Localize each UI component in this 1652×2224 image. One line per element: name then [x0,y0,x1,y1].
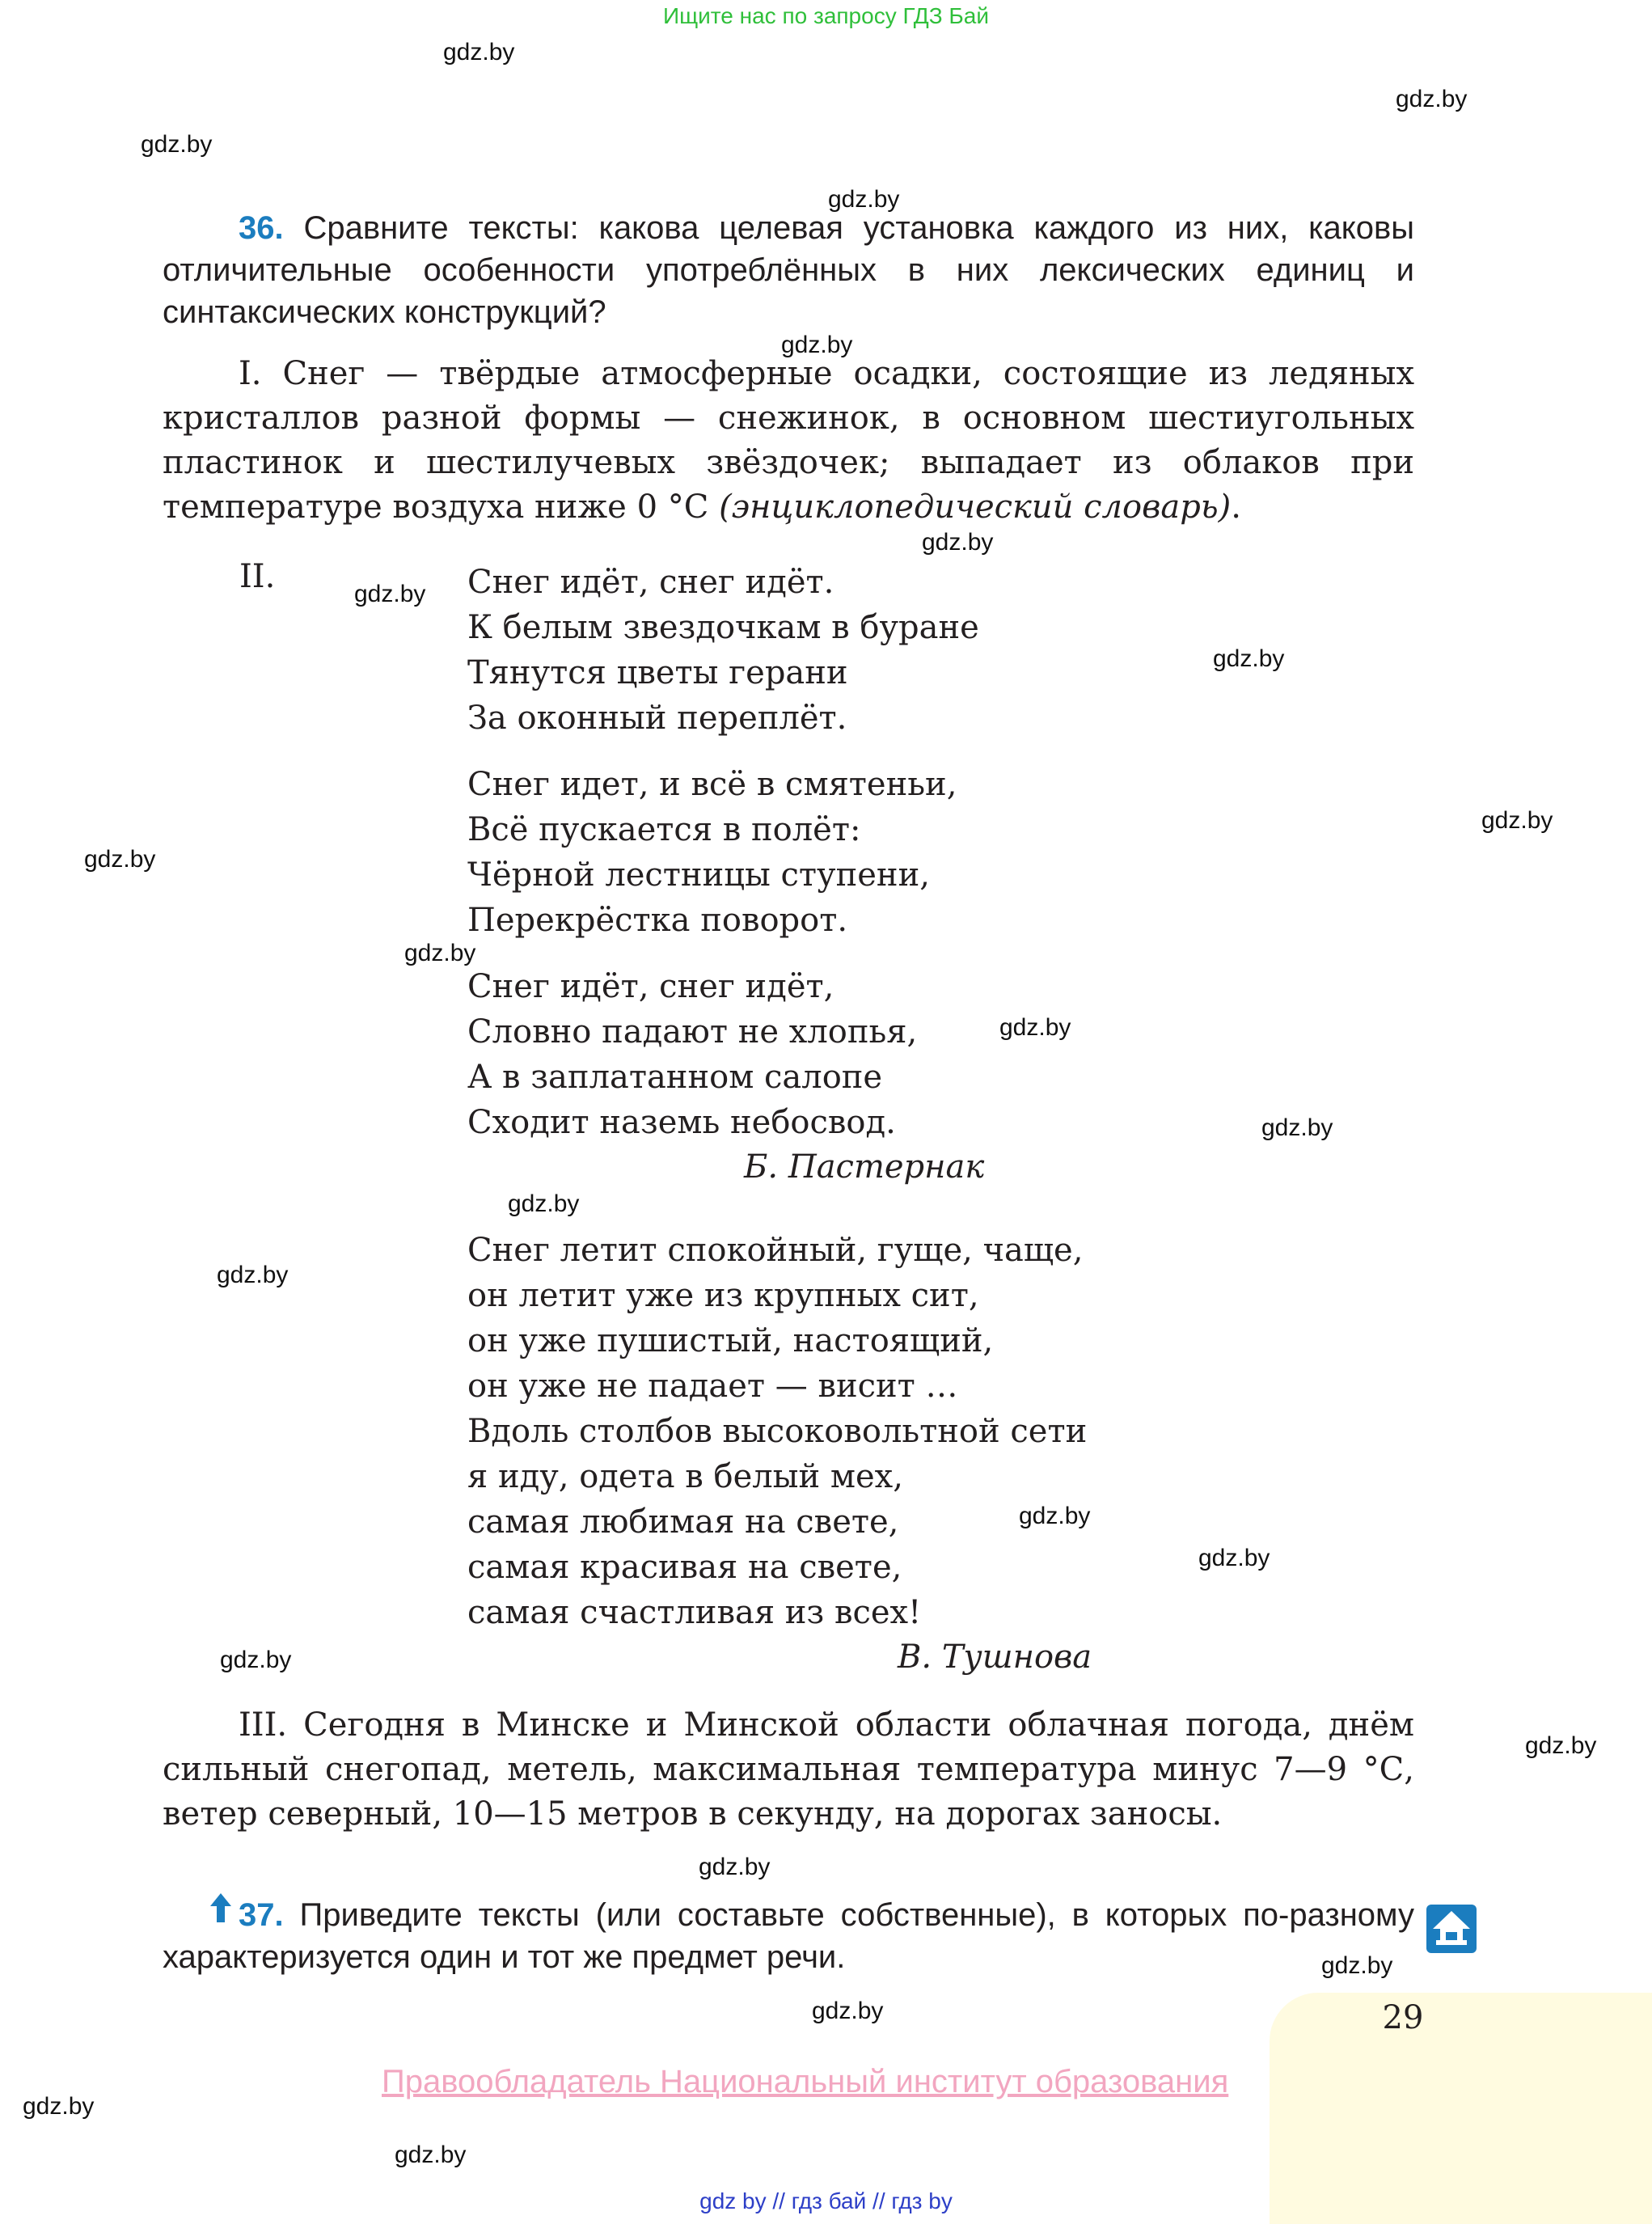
task-37 [163,1894,1414,1978]
search-banner: Ищите нас по запросу ГДЗ Бай [662,3,990,28]
watermark: gdz.by [699,1854,771,1880]
poem-line: Перекрёстка поворот. [467,902,848,939]
poem-line: Снег идёт, снег идёт, [467,968,834,1005]
watermark: gdz.by [812,1998,884,2024]
poem-stanza [467,1228,1087,1635]
watermark: gdz.by [220,1647,292,1673]
watermark: gdz.by [781,332,853,358]
watermark: gdz.by [404,940,476,966]
text-three [163,1703,1414,1837]
text-three-body: III. Сегодня в Минске и Минской области облачная погода, днём сильный снегопад, метель, максимальная температура минус 7—9 °С, ветер северный, 10—15 метров в секунду, на дорогах заносы. [163,1706,1414,1833]
watermark: gdz.by [922,529,994,556]
watermark: gdz.by [354,581,426,607]
text-one-source: (энциклопедический словарь) [719,488,1232,526]
text-one: I. Снег — твёрдые атмосферные осадки, состоящие из ледяных кристаллов разной формы — снежинок, в основном шестиугольных пластинок и шестилучевых звёздочек; выпадает из облаков при температуре воздуха ниже 0 °С (энциклопедический словарь). [163,355,1414,526]
watermark: gdz.by [23,2093,95,2120]
poem-line: Тянутся цветы герани [467,654,848,691]
poem-line: он летит уже из крупных сит, [467,1277,979,1314]
watermark: gdz.by [1261,1114,1333,1141]
poem-author: В. Тушнова [898,1638,1092,1676]
poem-line: Снег летит спокойный, гуще, чаще, [467,1232,1084,1269]
poem-line: я иду, одета в белый мех, [467,1458,903,1495]
text-two-label: II. [239,558,276,595]
watermark: gdz.by [828,186,900,213]
watermark: gdz.by [1525,1732,1597,1759]
poem-line: Снег идет, и всё в смятеньи, [467,766,957,803]
watermark: gdz.by [1481,807,1553,834]
text-one-body: I. Снег — твёрдые атмосферные осадки, состоящие из ледяных кристаллов разной формы — снежинок, в основном шестиугольных пластинок и шестилучевых звёздочек; выпадает из облаков при температуре воздуха ниже 0 °С [163,355,1414,526]
poem-line: Вдоль столбов высоковольтной сети [467,1413,1088,1450]
poem-line: самая счастливая из всех! [467,1594,922,1631]
watermark: gdz.by [1396,86,1468,112]
poem-stanza [467,964,917,1145]
watermark: gdz.by [84,846,156,873]
watermark: gdz.by [1321,1952,1393,1979]
poem-line: самая красивая на свете, [467,1549,902,1586]
watermark: gdz.by [1019,1503,1091,1529]
poem-line: он уже пушистый, настоящий, [467,1322,994,1359]
poem-line: Чёрной лестницы ступени, [467,856,930,894]
home-button[interactable] [1426,1905,1477,1953]
poem-line: За оконный переплёт. [467,700,847,737]
home-icon [1426,1905,1477,1953]
poem-line: он уже не падает — висит … [467,1368,958,1405]
copyright-link[interactable]: Правообладатель Национальный институт образования [382,2064,1229,2099]
watermark: gdz.by [508,1190,580,1217]
watermark: gdz.by [1213,645,1285,672]
footer-links[interactable]: gdz by // гдз бай // гдз by [699,2188,953,2213]
poem-line: Словно падают не хлопья, [467,1013,918,1051]
poem-author: Б. Пастернак [744,1148,985,1186]
page-number: 29 [1382,1999,1424,2036]
poem-line: А в заплатанном салопе [467,1059,883,1096]
task-text: Сравните тексты: какова целевая установка каждого из них, каковы отличительные особенности употреблённых в них лексических единиц и синтаксических конструкций? [163,210,1414,330]
poem-line: Всё пускается в полёт: [467,811,861,848]
watermark: gdz.by [999,1014,1071,1041]
watermark: gdz.by [217,1262,289,1288]
watermark: gdz.by [395,2142,467,2168]
task-36 [163,207,1414,333]
poem-line: Снег идёт, снег идёт. [467,564,834,601]
task-text: Приведите тексты (или составьте собственные), в которых по-разному характеризуется один и тот же предмет речи. [163,1897,1414,1975]
poem-line: К белым звездочкам в буране [467,609,979,646]
poem-line: Сходит наземь небосвод. [467,1104,896,1141]
watermark: gdz.by [141,131,213,158]
poem-stanza [467,762,957,943]
poem-stanza [467,560,979,741]
task-number: 36. [239,210,284,246]
task-number: 37. [239,1897,284,1933]
poem-line: самая любимая на свете, [467,1503,899,1541]
watermark: gdz.by [443,39,515,66]
watermark: gdz.by [1198,1545,1270,1571]
